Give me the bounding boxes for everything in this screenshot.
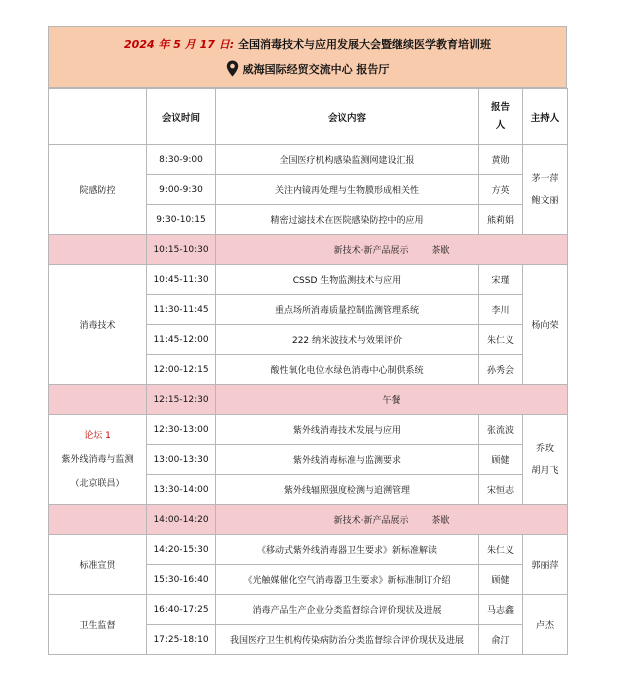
talk-time: 11:45-12:00 [147,325,216,355]
session-name: 卫生监督 [49,595,147,655]
talk-content: CSSD 生物监测技术与应用 [216,265,479,295]
header-speaker: 报告 人 [479,89,523,145]
talk-content: 关注内镜再处理与生物膜形成相关性 [216,175,479,205]
break-content: 新技术·新产品展示 茶歇 [216,505,568,535]
session-name: 标准宣贯 [49,535,147,595]
talk-content: 紫外线消毒技术发展与应用 [216,415,479,445]
talk-time: 10:45-11:30 [147,265,216,295]
talk-content: 《光触媒催化空气消毒器卫生要求》新标准制订介绍 [216,565,479,595]
table-row [49,595,568,625]
header-session-cell [49,89,147,145]
talk-speaker: 宋瑾 [479,265,523,295]
talk-time: 13:00-13:30 [147,445,216,475]
lunch-blank [49,385,147,415]
talk-time: 9:30-10:15 [147,205,216,235]
talk-time: 8:30-9:00 [147,145,216,175]
session-name: 紫外线消毒与监测 [61,454,134,465]
forum-label: 论坛 1 [84,430,111,441]
break-blank [49,505,147,535]
table-row [49,535,568,565]
session-name: 院感防控 [49,145,147,235]
talk-content: 222 纳米波技术与效果评价 [216,325,479,355]
schedule-header [48,26,567,88]
talk-speaker: 朱仁义 [479,535,523,565]
talk-speaker: 熊莉娟 [479,205,523,235]
header-host: 主持人 [523,89,568,145]
table-row [49,265,568,295]
talk-content: 《移动式紫外线消毒器卫生要求》新标准解读 [216,535,479,565]
talk-time: 12:30-13:00 [147,415,216,445]
venue-name: 威海国际经贸交流中心 报告厅 [242,62,390,76]
talk-time: 9:00-9:30 [147,175,216,205]
event-title: 全国消毒技术与应用发展大会暨继续医学教育培训班 [237,38,491,51]
break-time: 10:15-10:30 [147,235,216,265]
talk-content: 紫外线辐照强度检测与追溯管理 [216,475,479,505]
lunch-content: 午餐 [216,385,568,415]
venue-line [49,60,566,77]
talk-time: 14:20-15:30 [147,535,216,565]
talk-speaker: 孙秀会 [479,355,523,385]
talk-speaker: 方英 [479,175,523,205]
talk-time: 17:25-18:10 [147,625,216,655]
talk-time: 11:30-11:45 [147,295,216,325]
talk-speaker: 黄勋 [479,145,523,175]
session-host: 乔玫 胡月飞 [523,415,568,505]
event-date: 2024 年 5 月 17 日: [124,38,235,51]
header-content: 会议内容 [216,89,479,145]
talk-speaker: 顾健 [479,445,523,475]
schedule-table [48,88,568,655]
talk-time: 15:30-16:40 [147,565,216,595]
talk-speaker: 宋恒志 [479,475,523,505]
break-time: 14:00-14:20 [147,505,216,535]
session-name: 消毒技术 [49,265,147,385]
talk-time: 12:00-12:15 [147,355,216,385]
page-title [49,27,566,52]
talk-content: 全国医疗机构感染监测网建设汇报 [216,145,479,175]
session-host: 卢杰 [523,595,568,655]
talk-speaker: 张流波 [479,415,523,445]
talk-content: 我国医疗卫生机构传染病防治分类监督综合评价现状及进展 [216,625,479,655]
break-row [49,235,568,265]
schedule-sheet [48,26,567,655]
table-header-row [49,89,568,145]
talk-content: 消毒产品生产企业分类监督综合评价现状及进展 [216,595,479,625]
location-pin-icon [226,60,239,77]
talk-time: 13:30-14:00 [147,475,216,505]
talk-speaker: 俞汀 [479,625,523,655]
session-host: 郭丽萍 [523,535,568,595]
lunch-time: 12:15-12:30 [147,385,216,415]
break-row [49,505,568,535]
table-row [49,145,568,175]
talk-time: 16:40-17:25 [147,595,216,625]
session-organizer: （北京联昌） [70,478,125,489]
talk-speaker: 李川 [479,295,523,325]
talk-content: 紫外线消毒标准与监测要求 [216,445,479,475]
talk-content: 酸性氧化电位水绿色消毒中心制供系统 [216,355,479,385]
talk-speaker: 顾健 [479,565,523,595]
forum-session [49,415,147,505]
break-content: 新技术·新产品展示 茶歇 [216,235,568,265]
lunch-row [49,385,568,415]
talk-speaker: 马志鑫 [479,595,523,625]
talk-speaker: 朱仁义 [479,325,523,355]
talk-content: 重点场所消毒质量控制监测管理系统 [216,295,479,325]
session-host: 茅一萍 鲍文丽 [523,145,568,235]
header-time: 会议时间 [147,89,216,145]
talk-content: 精密过滤技术在医院感染防控中的应用 [216,205,479,235]
break-blank [49,235,147,265]
table-row [49,415,568,445]
session-host: 杨向荣 [523,265,568,385]
